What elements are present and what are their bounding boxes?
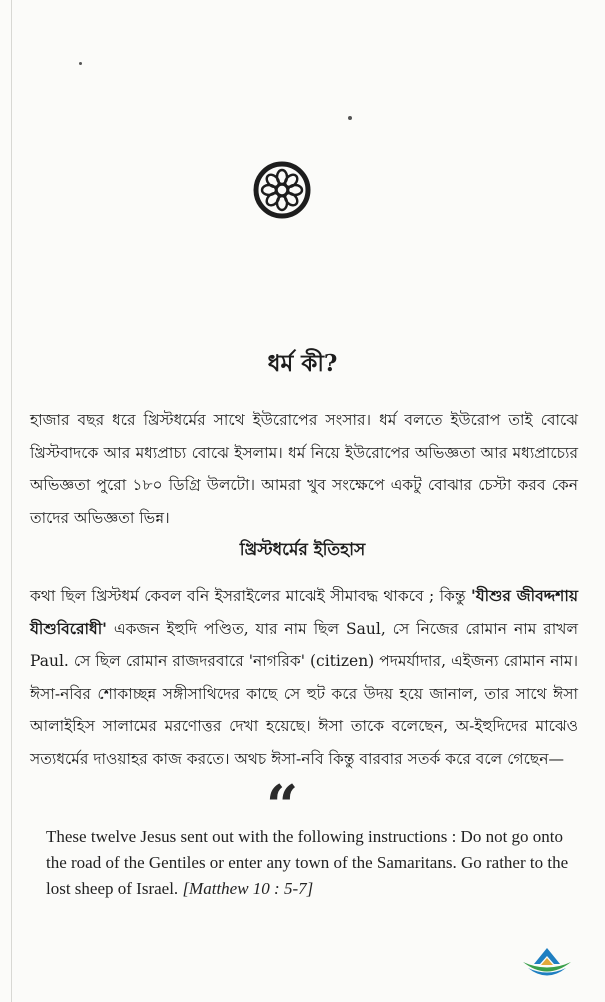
history-text-end: একজন ইহুদি পণ্ডিত, যার নাম ছিল Saul, সে নিজের রোমান নাম রাখল Paul. সে ছিল রোমান রাজদরবারে 'নাগরিক' (citizen) পদমর্যাদার, এইজন্য রোমান নাম। ঈসা-নবির শোকাচ্ছন্ন সঙ্গীসাথিদের কাছে সে হুট করে উদয় হয়ে জানাল, তার সাথে ঈসা আলাইহিস সালামের মরণোত্তর দেখা হয়েছে। ঈসা তাকে বলেছেন, অ-ইহুদিদের মাঝেও সত্যধর্মের দাওয়াহর কাজ করতে। অথচ ঈসা-নবি কিন্তু বারবার সতর্ক করে বলে গেছেন—: [30, 619, 578, 768]
history-text-start: কথা ছিল খ্রিস্টধর্ম কেবল বনি ইসরাইলের মাঝেই সীমাবদ্ধ থাকবে ; কিন্তু: [30, 587, 471, 605]
quote-reference: [Matthew 10 : 5-7]: [182, 879, 314, 898]
print-speck: [79, 62, 82, 65]
page-edge-shadow: [11, 0, 12, 1002]
section-heading: খ্রিস্টধর্মের ইতিহাস: [239, 540, 366, 560]
print-speck: [348, 116, 352, 120]
chapter-title: ধর্ম কী?: [267, 350, 338, 377]
flower-ornament-icon: [252, 160, 312, 220]
publisher-logo-icon: [520, 945, 574, 979]
bible-quote: [46, 824, 576, 902]
quote-mark-icon: “: [266, 773, 299, 839]
history-paragraph: [30, 580, 578, 775]
quote-text: These twelve Jesus sent out with the following instructions : Do not go onto the road of the Gentiles or enter any town of the Samaritans. Go rather to the lost sheep of Israel.: [46, 827, 569, 898]
intro-paragraph: হাজার বছর ধরে খ্রিস্টধর্মের সাথে ইউরোপের সংসার। ধর্ম বলতে ইউরোপ তাই বোঝে খ্রিস্টবাদকে আর মধ্যপ্রাচ্য বোঝে ইসলাম। ধর্ম নিয়ে ইউরোপের অভিজ্ঞতা আর মধ্যপ্রাচ্যের অভিজ্ঞতা পুরো ১৮০ ডিগ্রি উলটো। আমরা খুব সংক্ষেপে একটু বোঝার চেস্টা করব কেন তাদের অভিজ্ঞতা ভিন্ন।: [30, 411, 578, 527]
history-text-bold: 'যীশুর জীবদ্দশায় যীশুবিরোধী': [30, 586, 578, 638]
